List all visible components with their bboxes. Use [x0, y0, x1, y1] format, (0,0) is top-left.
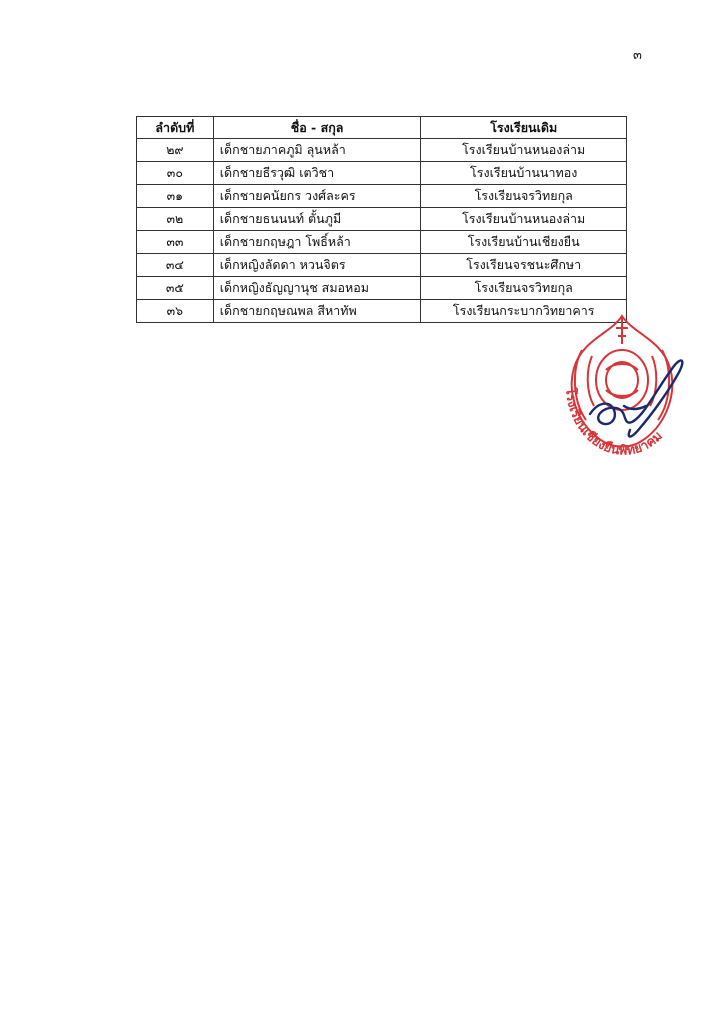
- row-name: เด็กหญิงธัญญานุช สมอหอม: [213, 277, 421, 300]
- table-row: [137, 162, 627, 185]
- header-school: โรงเรียนเดิม: [421, 117, 627, 139]
- row-name: เด็กชายกฤษฎา โพธิ์หล้า: [213, 231, 421, 254]
- row-order: ๓๔: [137, 254, 214, 277]
- seal-inner-ring-icon: [596, 350, 648, 410]
- row-school: โรงเรียนบ้านหนองล่าม: [421, 208, 627, 231]
- table-row: [137, 231, 627, 254]
- row-order: ๓๑: [137, 185, 214, 208]
- page-number: ๓: [633, 48, 642, 63]
- row-order: ๓๒: [137, 208, 214, 231]
- row-name: เด็กชายกฤษณพล สีหาทัพ: [213, 300, 421, 323]
- row-school: โรงเรียนบ้านหนองล่าม: [421, 139, 627, 162]
- row-school: โรงเรียนจรชนะศึกษา: [421, 254, 627, 277]
- table-row: [137, 277, 627, 300]
- row-name: เด็กชายธีรวุฒิ เตวิชา: [213, 162, 421, 185]
- school-seal-stamp: [552, 310, 692, 470]
- svg-text:โรงเรียนเชียงยืนพิทยาคม: [562, 386, 666, 459]
- row-order: ๒๙: [137, 139, 214, 162]
- table-row: [137, 139, 627, 162]
- row-name: เด็กชายคนัยกร วงศ์ละคร: [213, 185, 421, 208]
- header-order: ลำดับที่: [137, 117, 214, 139]
- row-order: ๓๕: [137, 277, 214, 300]
- table-row: [137, 254, 627, 277]
- row-name: เด็กหญิงลัดดา หวนจิตร: [213, 254, 421, 277]
- table-row: [137, 185, 627, 208]
- row-name: เด็กชายธนนนท์ ตั้นภูมี: [213, 208, 421, 231]
- row-school: โรงเรียนบ้านเชียงยืน: [421, 231, 627, 254]
- row-order: ๓๖: [137, 300, 214, 323]
- table-header-row: [137, 117, 627, 139]
- student-roster-table: [136, 116, 627, 323]
- row-school: โรงเรียนกระบากวิทยาคาร: [421, 300, 627, 323]
- seal-text: โรงเรียนเชียงยืนพิทยาคม: [561, 387, 666, 459]
- row-school: โรงเรียนจรวิทยกุล: [421, 185, 627, 208]
- row-name: เด็กชายภาคภูมิ ลุนหล้า: [213, 139, 421, 162]
- header-name: ชื่อ - สกุล: [213, 117, 421, 139]
- row-school: โรงเรียนบ้านนาทอง: [421, 162, 627, 185]
- row-order: ๓๐: [137, 162, 214, 185]
- row-order: ๓๓: [137, 231, 214, 254]
- row-school: โรงเรียนจรวิทยกุล: [421, 277, 627, 300]
- table-row: [137, 208, 627, 231]
